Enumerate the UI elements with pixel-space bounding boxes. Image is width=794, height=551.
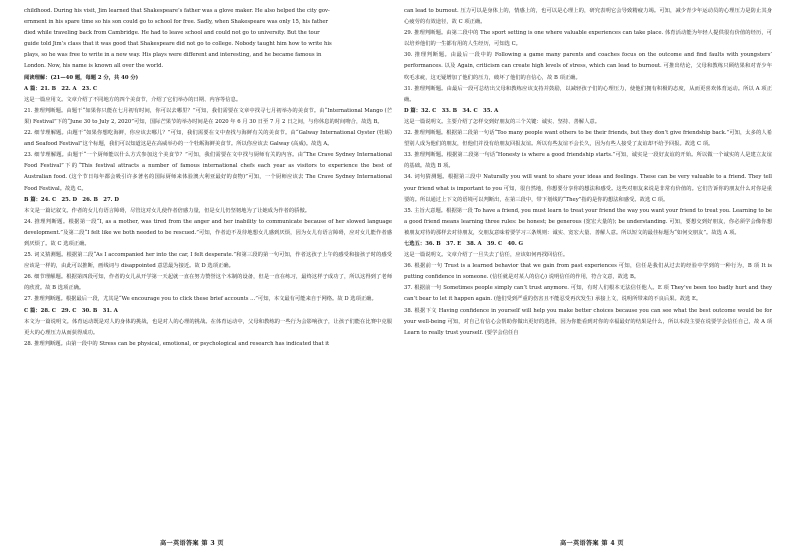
text-paragraph: died while traveling back from Cambridge. He had to leave school and could not go to university. But the tour [24, 30, 320, 37]
answer-line: 七选五：36. B 37. E 38. A 39. C 40. G [404, 240, 524, 247]
text-paragraph: 30. 推理判断题。由最后一段中的 Following a game many parents and coaches focus on the outcome and find faults with youngsters’ performances. 以及 Again, criticism can create high levels of stress, which can lead to burnout. 可推出结论，父母和教练只顾结果和对青少年吹毛求疵，这无疑增加了他们的压力，破坏了他们的自信心，故 B 项正确。 [404, 52, 772, 81]
text-paragraph: 这是一篇说明文。文章介绍了一旦失去了信任，应该如何再找回信任。 [404, 252, 569, 259]
page-footer-right: 高一英语答案 第 4 页 [560, 540, 624, 547]
left-column [24, 6, 392, 532]
text-paragraph: 29. 推理判断题。由第二段中的 The sport setting is one where valuable experiences can take place. 体育活动能为年轻人提供很有价值的经历，可以培养他们的一生都有用的人生经历，可知选 C。 [404, 30, 772, 48]
text-paragraph: 28. 推理判断题。由第一段中的 Stress can be physical, emotional, or psychological and research has indicated that it [24, 340, 330, 347]
text-paragraph: 34. 词句猜测题。根据第三段中 Naturally you will want to share your ideas and feelings. These can be very valuable to a friend. They tell your friend what is important to you 可知，很自然地，你想要分享你的想法和感受。这些对朋友来说是非常有价值的。它们告诉你的朋友什么对你是重要的。所以通过上下文的语境可以判断出，在第三段中，带下划线的“They”指的是你的想法和感受。故选 C 项。 [404, 174, 772, 203]
text-paragraph: 26. 细节理解题。根据第四段可知，作者的女儿从开学第一天起就一直在努力赞誉这个木制的设备，但是一直在练习，最终这样子成功了，所以这得到了老师的欣赏。故 B 选项正确。 [24, 274, 392, 292]
text-paragraph: guide told Jim’s class that it was good that Shakespeare did not go to college. Nobody taught him how to write his [24, 41, 332, 48]
text-paragraph: 36. 根据前一句 Trust is a learned behavior that we gain from past experiences 可知，信任是我们从过去的经验中学到的一种行为，B 项 It is putting confidence in someone. (信任就是对某人的信心) 说明信任的作用，符合文意，故选 B。 [404, 263, 772, 281]
text-paragraph: 27. 推理判断题。根据最后一段，尤其是“We encourage you to click these brief accounts ...”可知，本文最有可能来自于网络。故 D 选项正确。 [24, 296, 377, 303]
text-paragraph: 35. 主旨大意题。根据第一段 To have a friend, you must learn to treat your friend the way you want your friend to treat you. Learning to be a good friend means learning three rules: be honest; be generous (宽宏大量的); be understanding. 可知，要想交到好朋友，你必须学会像你想被朋友对待的那样去对待朋友，交朋友意味着要学习三条规则：诚实、宽宏大量、善解人意。所以短文的最佳标题为“如何交朋友”。故选 A 项。 [404, 207, 772, 236]
text-paragraph: 这是一篇应用文。文章介绍了不同地方的四个美食节，介绍了它们举办的日期、内容等信息。 [24, 96, 242, 103]
text-paragraph: 38. 根据下文 Having confidence in yourself will help you make better choices because you can see what the best outcome would be for your well-being 可知，对自己有信心会帮助你做出更好的选择，因为你能看到对你的幸福最好的结果是什么，所以本段主要在说要学会信任自己，故 A 项 Learn to really trust yourself. (要学会信任自 [404, 307, 772, 336]
right-column [404, 6, 772, 532]
text-paragraph: plays, so he was free to write in a new way. His plays were different and interesting, and he became famous in [24, 52, 322, 59]
answer-line: B 篇：24. C 25. D 26. B 27. D [24, 196, 119, 203]
page-footer-left: 高一英语答案 第 3 页 [160, 540, 224, 547]
text-paragraph: 21. 推理判断题。由题干“如果你只能在七月初有时间，你可以去哪里？”可知，我们需要在文章中找寻七月初举办的美食节。由“International Mango (芒果) Festival”下的“June 30 to July 2, 2020”可知，国际芒果节的举办时间是在 2020 年 6 月 30 日至 7 月 2 日之间，与你休息的时间吻合，故选 B。 [24, 107, 392, 125]
answer-line: D 篇：32. C 33. B 34. C 35. A [404, 107, 499, 114]
section-heading: 阅读理解：(21—40 题，每题 2 分，共 40 分) [24, 74, 139, 81]
text-paragraph: 22. 细节理解题。由题干“如果你想吃海鲜，你应该去哪儿？”可知，我们需要在文中查找与海鲜有关的美食节。由“Galway International Oyster (牡蛎) and Seafood Festival”这个标题，我们可以知道这是在高威举办的一个牡蛎海鲜美食节。所以你应该去 Galway (高威)。故选 A。 [24, 130, 392, 148]
text-paragraph: 31. 推理判断题。由最后一段可总结出父母和教练应该支持并鼓励，以减轻孩子们的心理压力，使他们拥有积极的态度，从而更喜欢体育运动。所以 A 项正确。 [404, 85, 772, 103]
text-paragraph: 24. 推理判断题。根据第一段“I, as a mother, was tired from the anger and her inability to communicate because of her slowed language development.”及第二段“I felt like we both needed to be rescued.”可知，作者迫不及待地想女儿感到厌烦，因为女儿有语言障碍，应对女儿能作者感到厌烦了。故 C 选项正确。 [24, 218, 392, 247]
text-paragraph: 25. 词义猜测题。根据第二段“As I accompanied her into the car, I felt desperate.”和第三段的第一句可知，作者这孩子上午的感受和接孩子时的感受应该是一样的，由此可以推断，画线词与 disappointed 意思最为接近。故 D 选项正确。 [24, 252, 392, 270]
text-paragraph: London. Now, his name is known all over the world. [24, 63, 164, 70]
text-paragraph: 这是一篇说明文。主要介绍了怎样交到好朋友的三个关键：诚实、坚持、善解人意。 [404, 118, 600, 125]
text-paragraph: 33. 推理判断题。根据第二段第一句话“Honesty is where a good friendship starts.”可知，诚实是一段好友谊的开始。所以做一个诚实的人是建立友谊的基础。故选 B 项。 [404, 152, 772, 170]
text-paragraph: 本文为一篇说明文。体育运动既是对人的身体的挑战，也是对人的心理的挑战。在体育运动中，父母和教练的一些行为会影响孩子，让孩子们能在比赛中克服更大的心理压力从而获得成功。 [24, 318, 392, 336]
text-paragraph: ernment in his spare time so his son could go to school for free. Sadly, when Shakespeare was only 15, his father [24, 19, 329, 26]
text-paragraph: can lead to burnout. 压力可以是身体上的，情感上的，也可以是心理上的，研究表明它会导致精疲力竭。可知，减少青少年运动员的心理压力是防止其身心疲劳的有效途径，故 C 项正确。 [404, 8, 772, 26]
answer-line: C 篇：28. C 29. C 30. B 31. A [24, 307, 118, 314]
text-paragraph: 37. 根据前一句 Sometimes people simply can’t trust anymore. 可知，有时人们根本无法信任他人。E 项 They’ve been too badly hurt and they can’t bear to let it happen again. (他们受到严重的伤害且不能忍受再次发生) 承接上文，说明所带来的不良后果。故选 E。 [404, 285, 772, 303]
text-paragraph: 本文是一篇记叙文。作者的女儿有语言障碍，尽管这对女儿使作者倍感力量，但是女儿仍坚韧地为了让她成为作者的骄傲。 [24, 207, 311, 214]
text-paragraph: 23. 细节理解题。由题干“一个厨师能以什么方式参加这个美食节？”可知，我们需要在文中找与厨师有关的内容。由“The Crave Sydney International Food Festival”下的“This festival attracts a number of famous international chefs each year as visitors to experience the best of Australian food. (这个节日每年都会吸引许多著名的国际厨师来体验澳大利亚最好的食物)”可知，一个厨师应该去 The Crave Sydney International Food Festival。故选 C。 [24, 152, 392, 192]
answer-line: A 篇：21. B 22. A 23. C [24, 85, 98, 92]
text-paragraph: childhood. During his visit, Jim learned that Shakespeare’s father was a glove maker. He also helped the city gov- [24, 8, 330, 14]
text-paragraph: 32. 推理判断题。根据第二段第一句话“Too many people want others to be their friends, but they don’t give friendship back.”可知，太多的人希望别人成为他们的朋友，但他们并没有给朋友回报友谊。所以有些友谊不会长久，因为有些人接受了友谊却不给予回报。故选 C 项。 [404, 130, 772, 148]
